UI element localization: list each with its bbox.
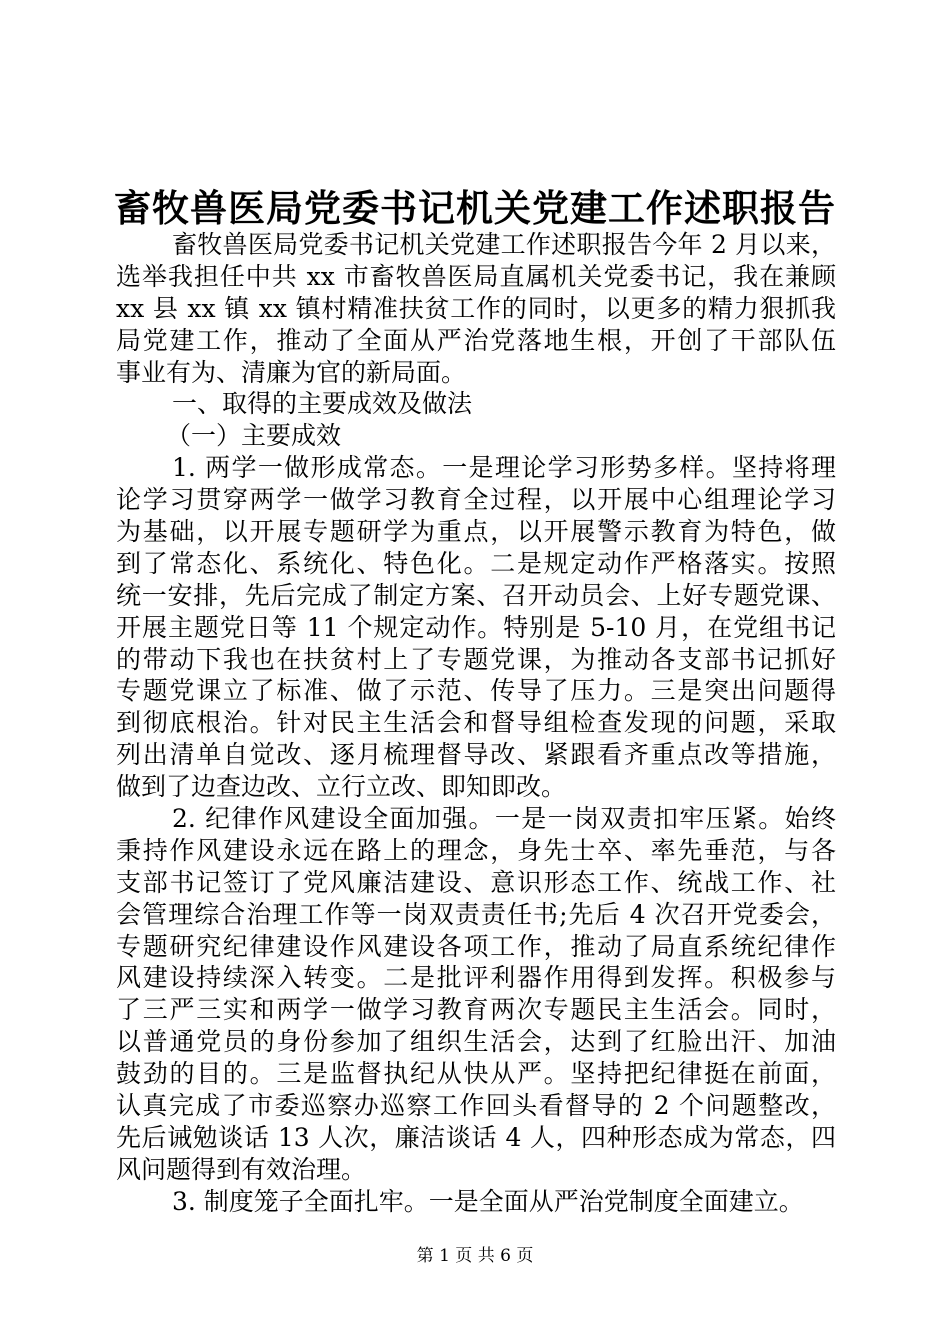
- paragraph-line: 开展主题党日等 11 个规定动作。特别是 5-10 月，在党组书记: [116, 612, 836, 642]
- paragraph-line: 认真完成了市委巡察办巡察工作回头看督导的 2 个问题整改，: [116, 1091, 836, 1121]
- paragraph-line: 到彻底根治。针对民主生活会和督导组检查发现的问题，采取: [116, 708, 836, 738]
- paragraph-line: 专题党课立了标准、做了示范、传导了压力。三是突出问题得: [116, 676, 836, 706]
- document-title: 畜牧兽医局党委书记机关党建工作述职报告: [114, 186, 836, 230]
- paragraph-line: 会管理综合治理工作等一岗双责责任书;先后 4 次召开党委会，: [116, 899, 836, 929]
- paragraph-line: 支部书记签订了党风廉洁建设、意识形态工作、统战工作、社: [116, 867, 836, 897]
- paragraph-line: 论学习贯穿两学一做学习教育全过程，以开展中心组理论学习: [116, 485, 836, 515]
- paragraph-line: xx 县 xx 镇 xx 镇村精准扶贫工作的同时，以更多的精力狠抓我: [116, 293, 836, 323]
- paragraph-line: 1. 两学一做形成常态。一是理论学习形势多样。坚持将理: [172, 453, 836, 483]
- paragraph-line: 事业有为、清廉为官的新局面。: [116, 357, 467, 387]
- paragraph-line: 以普通党员的身份参加了组织生活会，达到了红脸出汗、加油: [116, 1027, 836, 1057]
- paragraph-line: 先后诫勉谈话 13 人次，廉洁谈话 4 人，四种形态成为常态，四: [116, 1122, 836, 1152]
- paragraph-line: 局党建工作，推动了全面从严治党落地生根，开创了干部队伍: [116, 325, 836, 355]
- paragraph-line: 专题研究纪律建设作风建设各项工作，推动了局直系统纪律作: [116, 931, 836, 961]
- paragraph-line: 为基础，以开展专题研学为重点，以开展警示教育为特色，做: [116, 517, 836, 547]
- paragraph-line: 秉持作风建设永远在路上的理念，身先士卒、率先垂范，与各: [116, 835, 836, 865]
- section-heading: 一、取得的主要成效及做法: [172, 389, 473, 419]
- document-body: [116, 229, 836, 1218]
- paragraph-line: 风问题得到有效治理。: [116, 1154, 367, 1184]
- paragraph-line: 2. 纪律作风建设全面加强。一是一岗双责扣牢压紧。始终: [172, 804, 836, 834]
- paragraph-line: 鼓劲的目的。三是监督执纪从快从严。坚持把纪律挺在前面，: [116, 1059, 836, 1089]
- paragraph-line: 3. 制度笼子全面扎牢。一是全面从严治党制度全面建立。: [172, 1186, 804, 1216]
- paragraph-line: 选举我担任中共 xx 市畜牧兽医局直属机关党委书记，我在兼顾: [116, 261, 836, 291]
- paragraph-line: 统一安排，先后完成了制定方案、召开动员会、上好专题党课、: [116, 580, 836, 610]
- paragraph-line: 到了常态化、系统化、特色化。二是规定动作严格落实。按照: [116, 548, 836, 578]
- paragraph-line: 了三严三实和两学一做学习教育两次专题民主生活会。同时，: [116, 995, 836, 1025]
- paragraph-line: 畜牧兽医局党委书记机关党建工作述职报告今年 2 月以来，: [172, 230, 836, 259]
- page-footer: 第 1 页 共 6 页: [416, 1246, 534, 1266]
- paragraph-line: 风建设持续深入转变。二是批评利器作用得到发挥。积极参与: [116, 963, 836, 993]
- subsection-heading: （一）主要成效: [166, 421, 342, 451]
- paragraph-line: 做到了边查边改、立行立改、即知即改。: [116, 772, 567, 802]
- paragraph-line: 列出清单自觉改、逐月梳理督导改、紧跟看齐重点改等措施，: [116, 740, 836, 770]
- paragraph-line: 的带动下我也在扶贫村上了专题党课，为推动各支部书记抓好: [116, 644, 836, 674]
